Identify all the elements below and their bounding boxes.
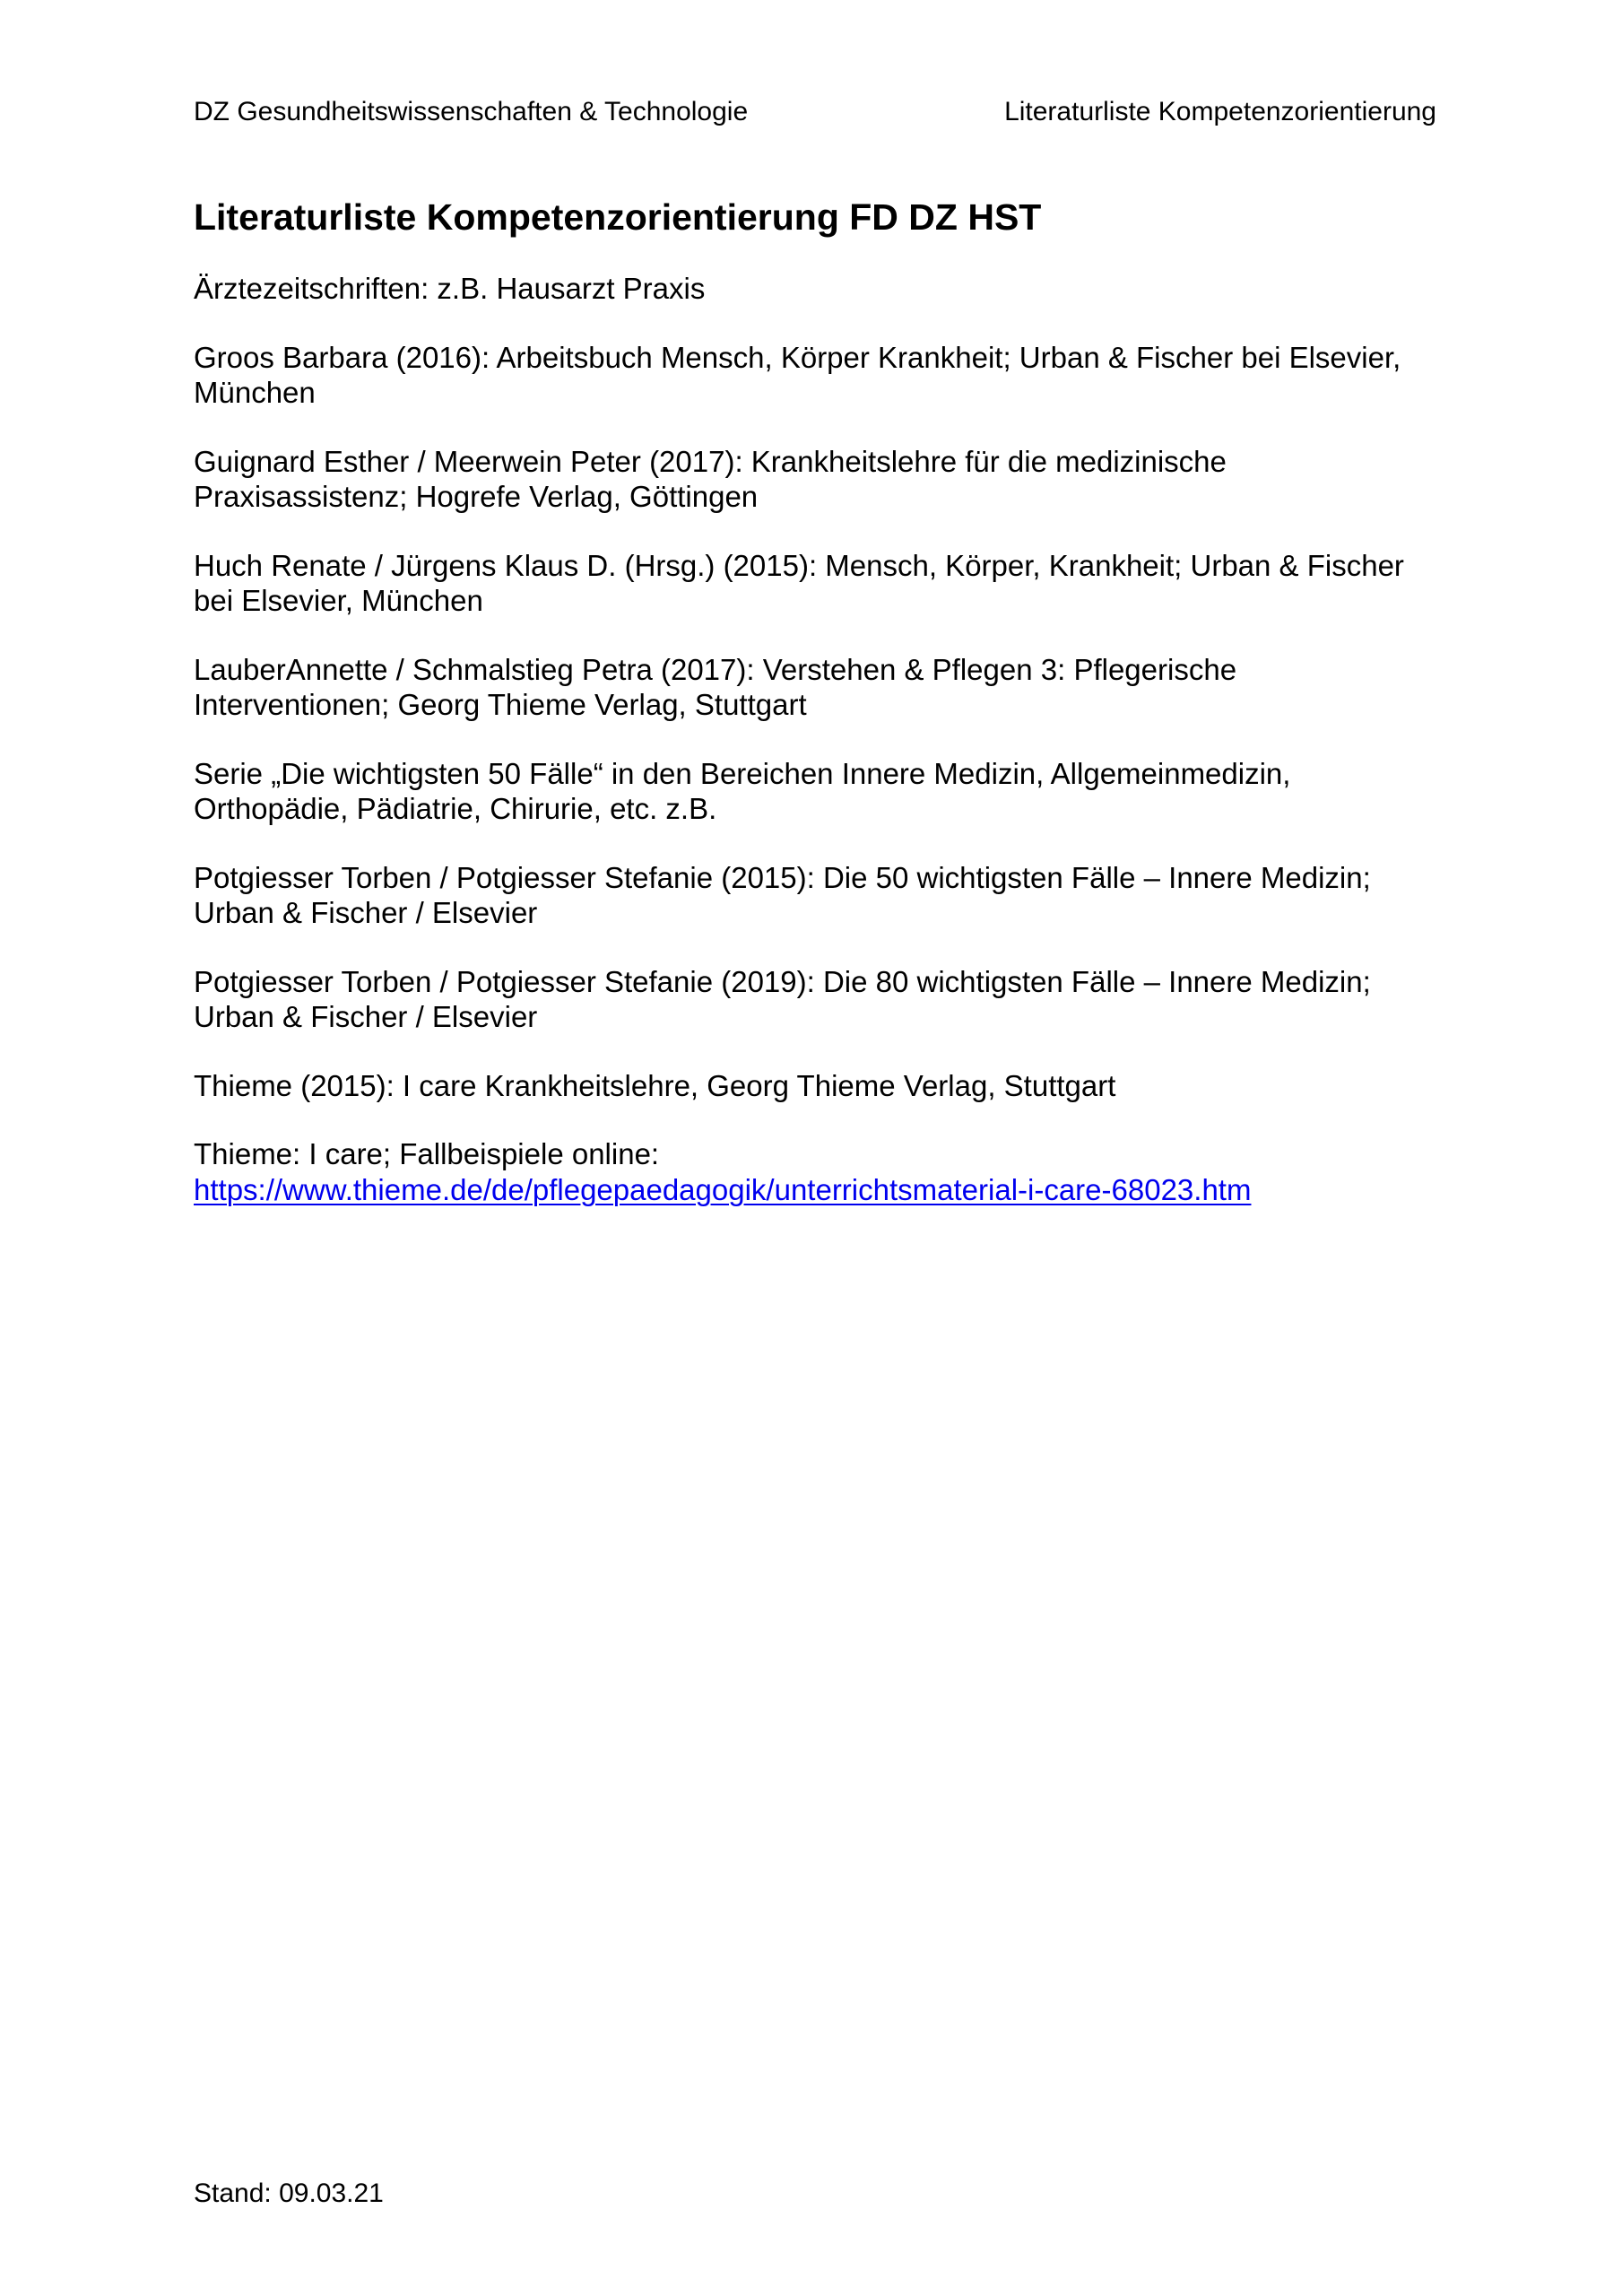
entry-line: Serie „Die wichtigsten 50 Fälle“ in den Bereichen Innere Medizin, Allgemeinmedizin, — [194, 756, 1291, 790]
document-title: Literaturliste Kompetenzorientierung FD DZ HST — [194, 196, 1042, 238]
literature-entry — [194, 756, 1440, 827]
entry-line: Interventionen; Georg Thieme Verlag, Stuttgart — [194, 688, 807, 721]
entry-line: Urban & Fischer / Elsevier — [194, 896, 538, 929]
entry-line: Groos Barbara (2016): Arbeitsbuch Mensch, Körper Krankheit; Urban & Fischer bei Elsevier, — [194, 340, 1401, 374]
page-header — [194, 96, 1436, 128]
thieme-link[interactable]: https://www.thieme.de/de/pflegepaedagogik/unterrichtsmaterial-i-care-68023.htm — [194, 1172, 1252, 1206]
entry-line: LauberAnnette / Schmalstieg Petra (2017): Verstehen & Pflegen 3: Pflegerische — [194, 652, 1237, 686]
entry-line: Thieme (2015): I care Krankheitslehre, Georg Thieme Verlag, Stuttgart — [194, 1068, 1116, 1102]
literature-entry — [194, 860, 1440, 931]
literature-entry — [194, 271, 1440, 307]
entry-line: Guignard Esther / Meerwein Peter (2017): Krankheitslehre für die medizinische — [194, 444, 1227, 478]
entry-line: Ärztezeitschriften: z.B. Hausarzt Praxis — [194, 272, 706, 305]
literature-list — [194, 271, 1440, 1240]
entry-line: Thieme: I care; Fallbeispiele online: — [194, 1137, 660, 1170]
header-right: Literaturliste Kompetenzorientierung — [1004, 97, 1436, 126]
literature-entry — [194, 652, 1440, 723]
entry-line: Huch Renate / Jürgens Klaus D. (Hrsg.) (2015): Mensch, Körper, Krankheit; Urban & Fischer — [194, 548, 1404, 582]
entry-link-line — [194, 1172, 1440, 1208]
entry-line: Praxisassistenz; Hogrefe Verlag, Göttingen — [194, 480, 759, 513]
literature-entry — [194, 964, 1440, 1035]
header-left: DZ Gesundheitswissenschaften & Technologie — [194, 97, 749, 126]
entry-line: München — [194, 376, 316, 409]
entry-line: Urban & Fischer / Elsevier — [194, 1000, 538, 1033]
entry-line: bei Elsevier, München — [194, 584, 483, 617]
literature-entry — [194, 1068, 1440, 1104]
entry-line: Potgiesser Torben / Potgiesser Stefanie (2015): Die 50 wichtigsten Fälle – Innere Medizin; — [194, 860, 1371, 894]
literature-entry — [194, 340, 1440, 411]
literature-entry-online — [194, 1136, 1440, 1207]
literature-entry — [194, 548, 1440, 619]
literature-entry — [194, 444, 1440, 515]
entry-line: Orthopädie, Pädiatrie, Chirurie, etc. z.B. — [194, 792, 717, 825]
entry-line: Potgiesser Torben / Potgiesser Stefanie (2019): Die 80 wichtigsten Fälle – Innere Medizin; — [194, 964, 1371, 998]
page-footer-date: Stand: 09.03.21 — [194, 2179, 384, 2208]
